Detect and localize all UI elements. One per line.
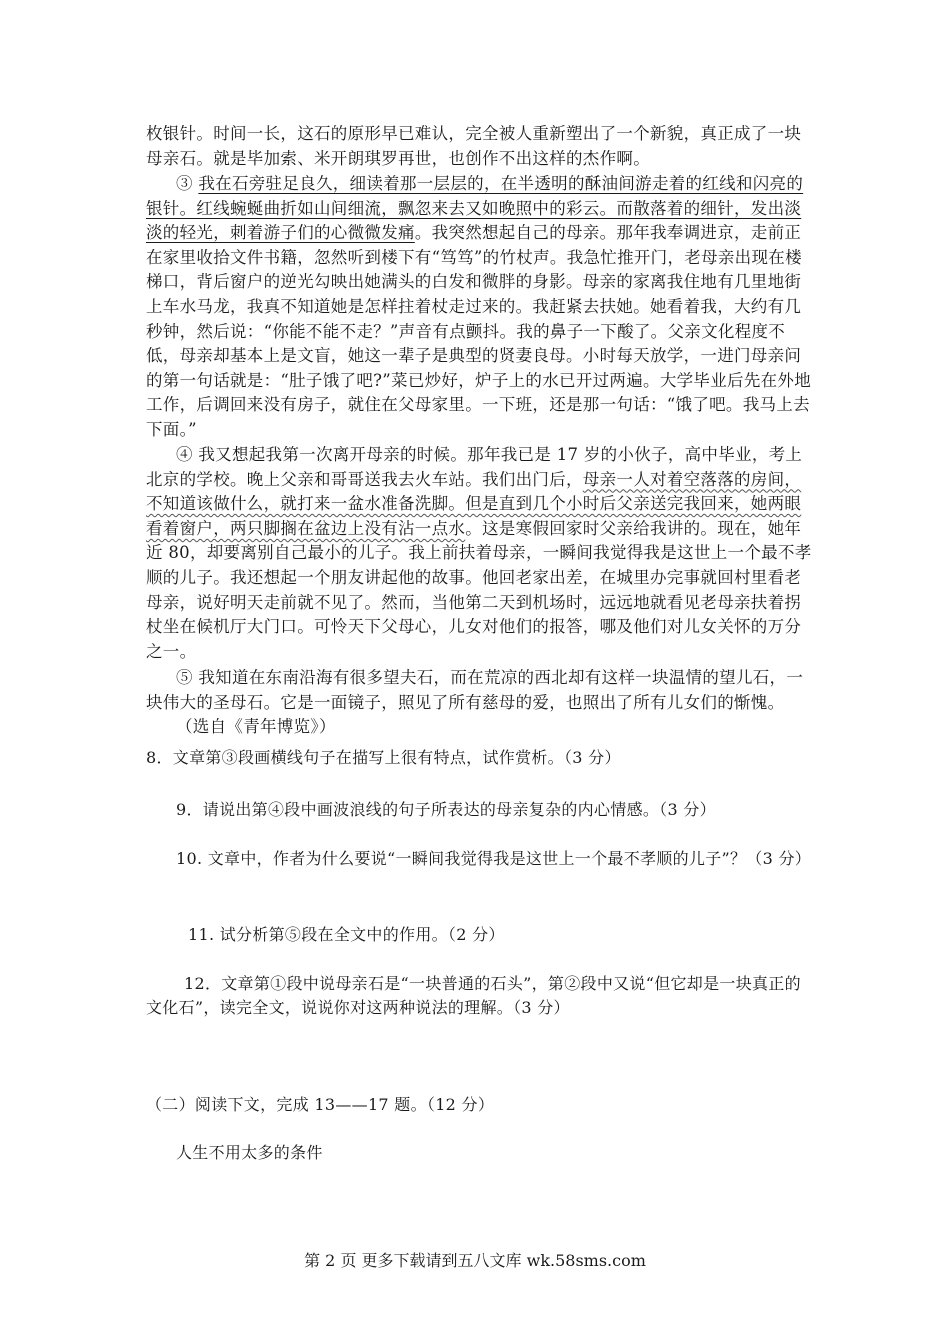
paragraph-continuation-text: 枚银针。时间一长，这石的原形早已难认，完全被人重新塑出了一个新貌，真正成了一块母亲石。就是毕加索、米开朗琪罗再世，也创作不出这样的杰作啊。 xyxy=(146,124,802,168)
section-2-heading: （二）阅读下文，完成 13——17 题。（12 分） xyxy=(146,1095,495,1114)
question-10: 10. 文章中，作者为什么要说“一瞬间我觉得我是这世上一个最不孝顺的儿子”？（3 分） xyxy=(176,849,812,868)
source-citation xyxy=(146,715,812,740)
paragraph-4-text: 。这是寒假回家时父亲给我讲的。现在，她年近 80，却要离别自己最小的儿子。我上前扶着母亲，一瞬间我觉得我是这世上一个最不孝顺的儿子。我还想起一个朋友讲起他的故事。他回老家出差，在城里办完事就回村里看老母亲，说好明天走前就不见了。然而，当他第二天到机场时，远远地就看见老母亲扶着拐杖坐在候机厅大门口。可怜天下父母心，儿女对他们的报答，哪及他们对儿女关怀的万分之一。 xyxy=(146,518,812,661)
paragraph-5-text: ⑤ 我知道在东南沿海有很多望夫石，而在荒凉的西北却有这样一块温情的望儿石，一块伟大的圣母石。它是一面镜子，照见了所有慈母的爱，也照出了所有儿女们的惭愧。 xyxy=(146,668,804,712)
paragraph-3-text: 。我突然想起自己的母亲。那年我奉调进京，走前正在家里收拾文件书籍，忽然听到楼下有“笃笃”的竹杖声。我急忙推开门，老母亲出现在楼梯口，背后窗户的逆光勾映出她满头的白发和微胖的身影。母亲的家离我住地有几里地街上车水马龙，我真不知道她是怎样拄着杖走过来的。我赶紧去扶她。她看着我，大约有几秒钟，然后说：“你能不能不走？”声音有点颤抖。我的鼻子一下酸了。父亲文化程度不低，母亲却基本上是文盲，她这一辈子是典型的贤妻良母。小时每天放学，一进门母亲问的第一句话就是：“肚子饿了吧?”菜已炒好，炉子上的水已开过两遍。大学毕业后先在外地工作，后调回来没有房子，就住在父母家里。一下班，还是那一句话：“饿了吧。我马上去下面。” xyxy=(146,223,812,439)
paragraph-4-start: ④ 我又想起我第一次离开母亲的时候。那年我已是 17 岁的小伙子，高中毕业，考上北京的学校。晚上父亲和哥哥送我去火车站。我们出门后， xyxy=(146,445,803,489)
source-citation-text: （选自《青年博览》） xyxy=(176,717,336,736)
page-footer: 第 2 页 更多下载请到五八文库 wk.58sms.com xyxy=(304,1251,646,1270)
paragraph-3-number: ③ xyxy=(176,174,199,193)
question-9: 9．请说出第④段中画波浪线的句子所表达的母亲复杂的内心情感。（3 分） xyxy=(176,800,716,819)
underlined-sentence: 我在石旁驻足良久，细读着那一层层的，在半透明的酥油间游走着的红线和闪亮的银针。红线蜿蜒曲折如山间细流，飘忽来去又如晚照中的彩云。而散落着的细针，发出淡淡的轻光，刺着游子们的心微微发痛 xyxy=(146,174,804,243)
paragraph-continuation xyxy=(146,122,812,171)
paragraph-5 xyxy=(146,666,812,715)
paragraph-4 xyxy=(146,443,812,664)
question-8: 8．文章第③段画横线句子在描写上很有特点，试作赏析。（3 分） xyxy=(146,748,621,767)
question-11: 11. 试分析第⑤段在全文中的作用。（2 分） xyxy=(188,925,505,944)
wavy-underlined-sentence: 母亲一人对着空落落的房间，不知道该做什么，就打来一盆水准备洗脚。但是直到几个小时后父亲送完我回来，她两眼看着窗户，两只脚搁在盆边上没有沾一点水 xyxy=(146,469,802,538)
paragraph-3 xyxy=(146,172,812,443)
question-12: 12．文章第①段中说母亲石是“一块普通的石头”，第②段中又说“但它却是一块真正的文化石”，读完全文，说说你对这两种说法的理解。（3 分） xyxy=(146,974,801,1017)
section-2-article-title: 人生不用太多的条件 xyxy=(176,1143,323,1162)
